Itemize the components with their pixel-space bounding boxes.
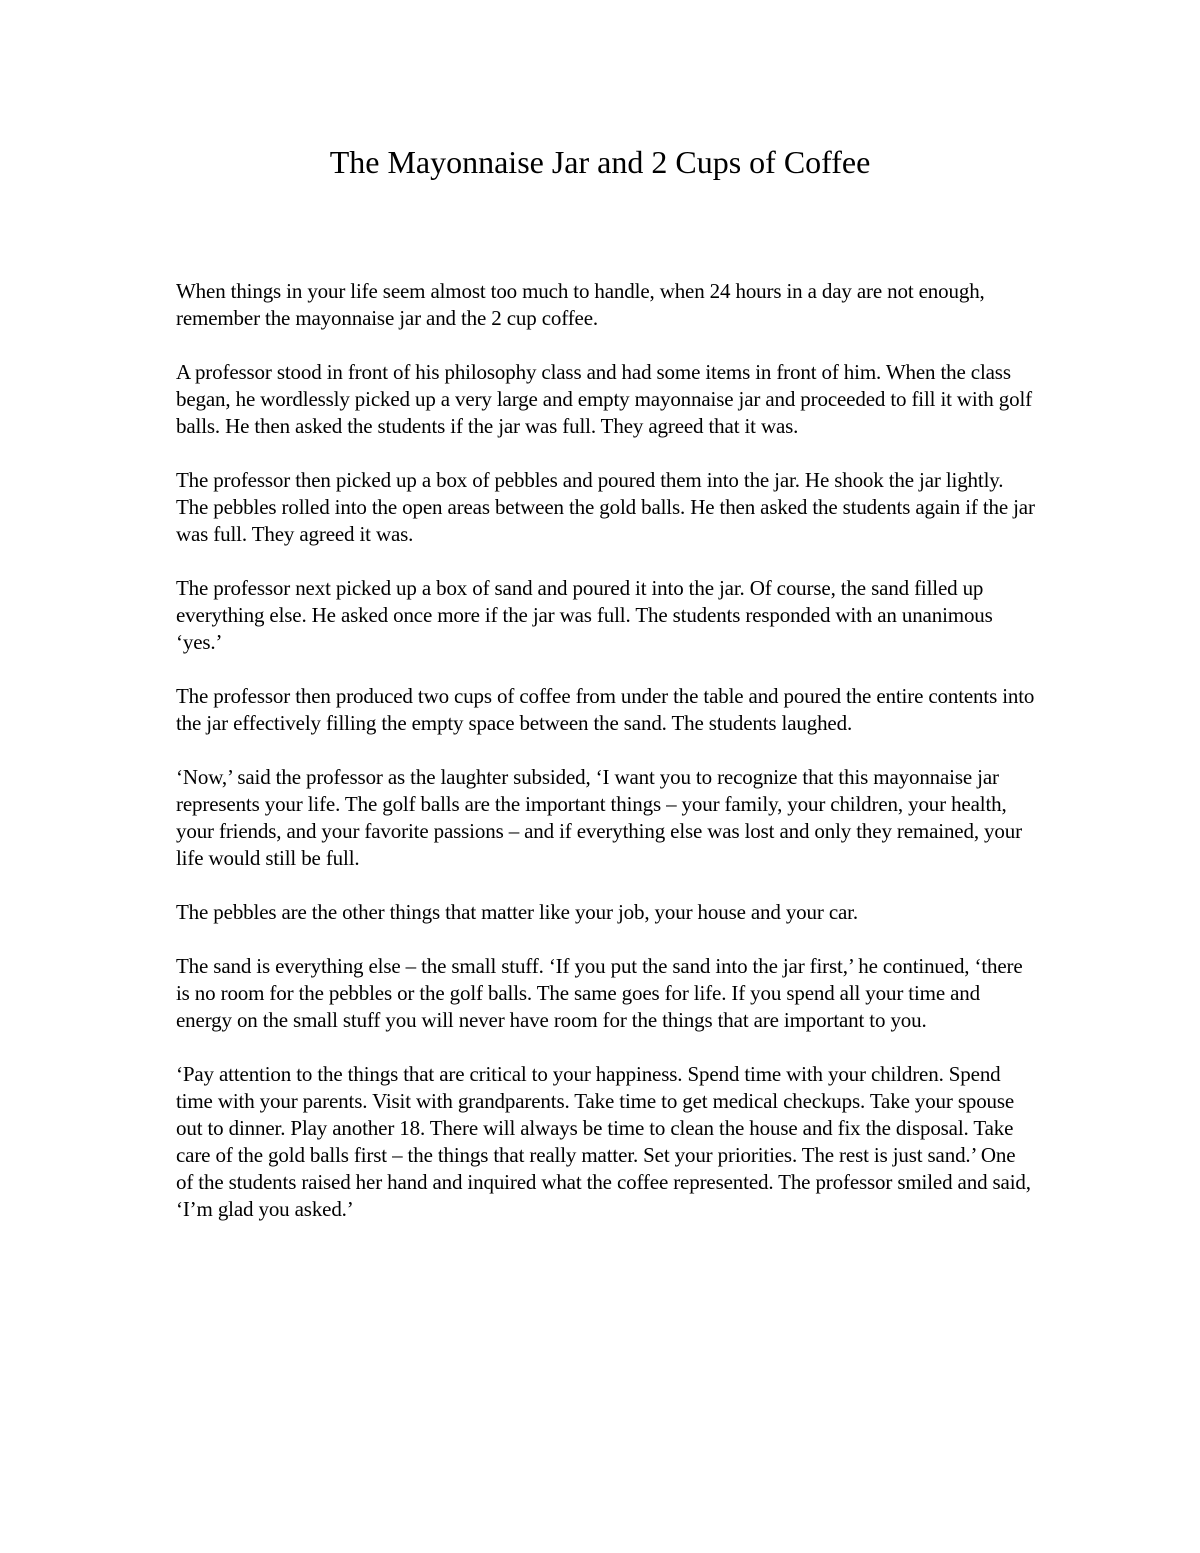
document-title: The Mayonnaise Jar and 2 Cups of Coffee [329, 144, 871, 180]
paragraph-pay-attention: ‘Pay attention to the things that are critical to your happiness. Spend time with your children. Spend time with your parents. Visit with grandparents. Take time to get medical checkups. Take your spouse out to dinner. Play another 18. There will always be time to clean the house and fix the disposal. Take care of the gold balls first – the things that really matter. Set your priorities. The rest is just sand.’ One of the students raised her hand and inquired what the coffee represented. The professor smiled and said, ‘I’m glad you asked.’ [176, 1062, 1031, 1221]
paragraph-sand-meaning: The sand is everything else – the small stuff. ‘If you put the sand into the jar first,’ he continued, ‘there is no room for the pebbles or the golf balls. The same goes for life. If you spend all your time and energy on the small stuff you will never have room for the things that are important to you. [176, 954, 1023, 1032]
paragraph-golf-balls: A professor stood in front of his philosophy class and had some items in front of him. When the class began, he wordlessly picked up a very large and empty mayonnaise jar and proceeded to fill it with golf balls. He then asked the students if the jar was full. They agreed that it was. [176, 360, 1032, 438]
paragraph-pebbles: The professor then picked up a box of pebbles and poured them into the jar. He shook the jar lightly. The pebbles rolled into the open areas between the gold balls. He then asked the students again if the jar was full. They agreed it was. [176, 468, 1035, 546]
paragraph-intro: When things in your life seem almost too much to handle, when 24 hours in a day are not enough, remember the mayonnaise jar and the 2 cup coffee. [176, 279, 985, 330]
paragraph-sand: The professor next picked up a box of sand and poured it into the jar. Of course, the sand filled up everything else. He asked once more if the jar was full. The students responded with an unanimous ‘yes.’ [176, 576, 993, 654]
paragraph-now-said-professor: ‘Now,’ said the professor as the laughter subsided, ‘I want you to recognize that this mayonnaise jar represents your life. The golf balls are the important things – your family, your children, your health, your friends, and your favorite passions – and if everything else was lost and only they remained, your life would still be full. [176, 765, 1022, 870]
paragraph-pebbles-meaning: The pebbles are the other things that matter like your job, your house and your car. [176, 900, 858, 924]
paragraph-coffee: The professor then produced two cups of coffee from under the table and poured the entire contents into the jar effectively filling the empty space between the sand. The students laughed. [176, 684, 1035, 735]
document-body [176, 278, 1036, 1250]
